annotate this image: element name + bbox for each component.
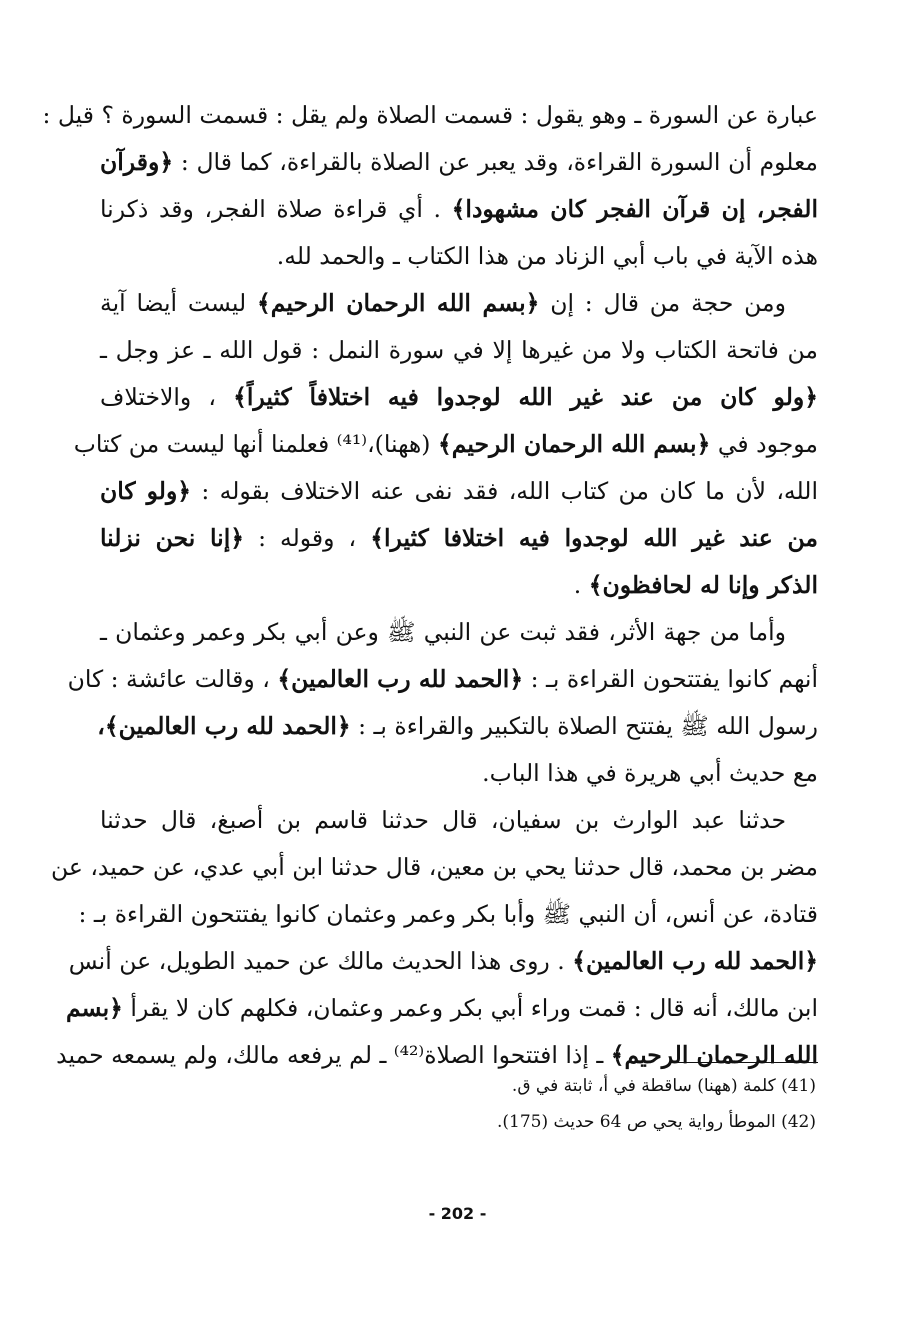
- quran-quote: ﴿بسم: [66, 994, 123, 1022]
- text-span: ابن مالك، أنه قال : قمت وراء أبي بكر وعمر وعثمان، فكلهم كان لا يقرأ: [130, 994, 818, 1022]
- footnote-42: (42) الموطأ رواية يحي ص 64 حديث (175).: [496, 1112, 816, 1132]
- text-span: موجود في: [717, 430, 818, 458]
- quran-quote: ﴿ولو كان: [100, 477, 192, 505]
- text-span: ، وقالت عائشة : كان: [67, 665, 270, 693]
- page-number: - 202 -: [428, 1204, 487, 1223]
- text-line: [100, 374, 818, 421]
- text-span: . أي قراءة صلاة الفجر، وقد ذكرنا: [100, 195, 442, 223]
- footnote-41: (41) كلمة (ههنا) ساقطة في أ، ثابتة في ق.: [511, 1076, 816, 1096]
- text-span: (ههنا)،⁽⁴¹⁾ فعلمنا أنها ليست من كتاب: [73, 430, 431, 458]
- footnote-rule: [678, 1062, 818, 1063]
- text-span: عبارة عن السورة ـ وهو يقول : قسمت الصلاة ولم يقل : قسمت السورة ؟ قيل :: [42, 101, 818, 129]
- quran-quote: ﴿إنا نحن نزلنا: [100, 524, 245, 552]
- text-line: [100, 280, 818, 327]
- text-line: [100, 515, 818, 562]
- text-line: [100, 139, 818, 186]
- text-line: [100, 233, 818, 280]
- text-span: هذه الآية في باب أبي الزناد من هذا الكتاب ـ والحمد لله.: [276, 242, 818, 270]
- text-span: .: [573, 571, 582, 599]
- quran-quote: ﴿الحمد لله رب العالمين﴾،: [97, 712, 351, 740]
- text-line: [68, 938, 818, 985]
- text-span: أنهم كانوا يفتتحون القراءة بـ :: [530, 665, 818, 693]
- text-span: ، وقوله :: [258, 524, 357, 552]
- text-line: [100, 750, 818, 797]
- text-span: معلوم أن السورة القراءة، وقد يعبر عن الصلاة بالقراءة، كما قال :: [180, 148, 818, 176]
- text-line: [66, 985, 818, 1032]
- text-line: [97, 703, 818, 750]
- text-span: ومن حجة من قال : إن: [550, 289, 786, 317]
- quran-quote: ﴿بسم الله الرحمان الرحيم﴾: [257, 289, 540, 317]
- text-span: من فاتحة الكتاب ولا من غيرها إلا في سورة النمل : قول الله ـ عز وجل ـ: [100, 336, 818, 364]
- quran-quote: ﴿وقرآن: [100, 148, 174, 176]
- text-span: ، والاختلاف: [100, 383, 216, 411]
- main-text: [42, 92, 818, 1079]
- quran-quote: ﴿الحمد لله رب العالمين﴾: [572, 947, 818, 975]
- quran-quote: الله الرحمان الرحيم﴾: [610, 1041, 818, 1069]
- text-line: [100, 468, 818, 515]
- quran-quote: الفجر، إن قرآن الفجر كان مشهودا﴾: [451, 195, 818, 223]
- text-span: . روى هذا الحديث مالك عن حميد الطويل، عن أنس: [68, 947, 565, 975]
- text-line: [50, 844, 818, 891]
- footnotes: [100, 1068, 816, 1140]
- text-line: [100, 609, 818, 656]
- text-span: مع حديث أبي هريرة في هذا الباب.: [482, 759, 818, 787]
- quran-quote: ﴿بسم الله الرحمان الرحيم﴾: [437, 430, 711, 458]
- text-line: [42, 92, 818, 139]
- text-line: [73, 421, 818, 468]
- text-line: [100, 186, 818, 233]
- text-span: وأما من جهة الأثر، فقد ثبت عن النبي ﷺ وعن أبي بكر وعمر وعثمان ـ: [100, 618, 786, 646]
- text-line: [100, 797, 818, 844]
- quran-quote: ﴿الحمد لله رب العالمين﴾: [277, 665, 524, 693]
- text-line: [67, 656, 818, 703]
- text-line: [100, 562, 818, 609]
- quran-quote: ﴿ولو كان من عند غير الله لوجدوا فيه اختلافاً كثيراً﴾: [233, 383, 818, 411]
- text-span: الله، لأن ما كان من كتاب الله، فقد نفى عنه الاختلاف بقوله :: [201, 477, 818, 505]
- text-span: مضر بن محمد، قال حدثنا يحي بن معين، قال حدثنا ابن أبي عدي، عن حميد، عن: [50, 853, 818, 881]
- text-span: ليست أيضا آية: [100, 289, 247, 317]
- quran-quote: الذكر وإنا له لحافظون﴾: [588, 571, 818, 599]
- text-line: [78, 891, 818, 938]
- text-line: [100, 327, 818, 374]
- quran-quote: من عند غير الله لوجدوا فيه اختلافا كثيرا﴾: [370, 524, 818, 552]
- text-span: رسول الله ﷺ يفتتح الصلاة بالتكبير والقراءة بـ :: [358, 712, 818, 740]
- text-span: قتادة، عن أنس، أن النبي ﷺ وأبا بكر وعمر وعثمان كانوا يفتتحون القراءة بـ :: [78, 900, 818, 928]
- text-span: حدثنا عبد الوارث بن سفيان، قال حدثنا قاسم بن أصبغ، قال حدثنا: [100, 806, 786, 834]
- text-span: ـ إذا افتتحوا الصلاة⁽⁴²⁾ ـ لم يرفعه مالك، ولم يسمعه حميد: [56, 1041, 604, 1069]
